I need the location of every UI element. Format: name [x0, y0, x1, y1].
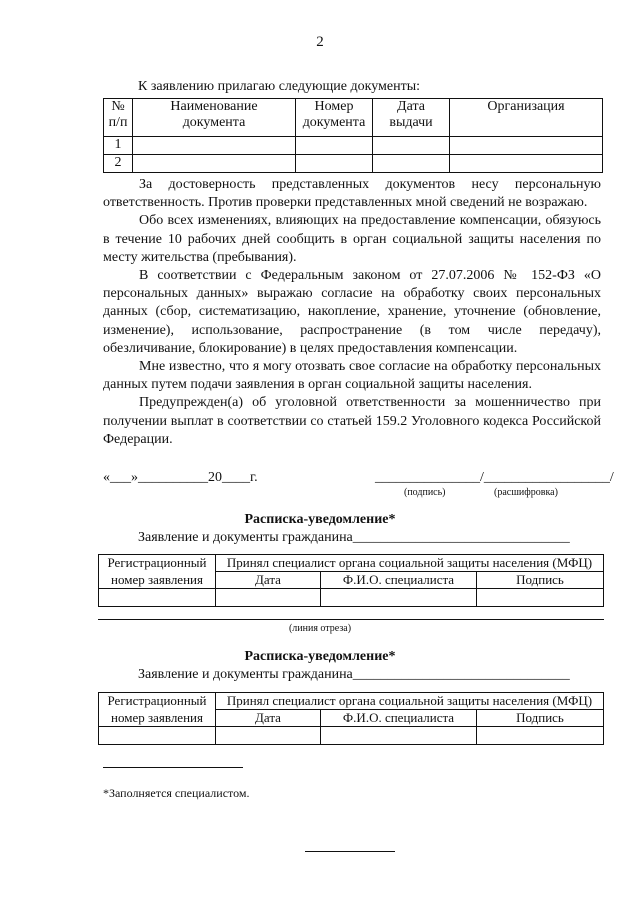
date-header: Дата	[216, 572, 321, 589]
reg-header: Регистрационный	[99, 693, 216, 710]
receipt-title: Расписка-уведомление*	[244, 649, 396, 664]
receipt-subheader-row	[99, 710, 604, 727]
reg-header-2: номер заявления	[99, 710, 216, 727]
receipt-table	[98, 554, 604, 607]
signature-line[interactable]: _______________/__________________/	[375, 470, 614, 485]
citizen-line[interactable]: Заявление и документы гражданина_______________________________	[138, 667, 570, 682]
signature-header: Подпись	[477, 710, 604, 727]
table-row	[99, 727, 604, 745]
table-row	[104, 137, 603, 155]
col-doc-number-header	[296, 99, 373, 137]
paragraph-liability: Предупрежден(а) об уголовной ответственности за мошенничество при получении выплат в соответствии со статьей 159.2 Уголовного кодекса Российской Федерации.	[103, 395, 601, 447]
paragraph-responsibility: За достоверность представленных документов несу персональную ответственность. Против проверки представленных мной сведений не возражаю.	[103, 177, 601, 211]
cut-line	[98, 619, 604, 620]
row-number: 2	[104, 155, 133, 173]
documents-table	[103, 98, 603, 173]
cell-date[interactable]	[216, 727, 321, 745]
cell-fio[interactable]	[321, 727, 477, 745]
page-number: 2	[316, 34, 324, 50]
cell-doc-number[interactable]	[296, 155, 373, 173]
statements-block	[103, 176, 601, 449]
cell-doc-number[interactable]	[296, 137, 373, 155]
fio-header: Ф.И.О. специалиста	[321, 572, 477, 589]
footnote-separator	[103, 767, 243, 768]
cell-reg-number[interactable]	[99, 727, 216, 745]
receipt-header-row	[99, 555, 604, 572]
cell-organization[interactable]	[450, 137, 603, 155]
cut-label: (линия отреза)	[288, 623, 352, 634]
cell-fio[interactable]	[321, 589, 477, 607]
col-issue-date-label: Дата выдачи	[389, 99, 433, 130]
receipt-header-row	[99, 693, 604, 710]
reg-header: Регистрационный	[99, 555, 216, 572]
cell-doc-name[interactable]	[133, 137, 296, 155]
table-row	[104, 155, 603, 173]
receipt-title: Расписка-уведомление*	[244, 512, 396, 527]
signature-header: Подпись	[477, 572, 604, 589]
paragraph-changes: Обо всех изменениях, влияющих на предоставление компенсации, обязуюсь в течение 10 рабочих дней сообщить в орган социальной защиты населения по месту жительства (пребывания).	[103, 213, 601, 265]
cell-signature[interactable]	[477, 589, 604, 607]
date-header: Дата	[216, 710, 321, 727]
cell-issue-date[interactable]	[373, 137, 450, 155]
cell-organization[interactable]	[450, 155, 603, 173]
footnote: *Заполняется специалистом.	[103, 786, 250, 800]
fio-header: Ф.И.О. специалиста	[321, 710, 477, 727]
accepted-header: Принял специалист органа социальной защиты населения (МФЦ)	[216, 555, 604, 572]
paragraph-withdraw: Мне известно, что я могу отозвать свое согласие на обработку персональных данных путем подачи заявления в орган социальной защиты населения.	[103, 359, 601, 393]
receipt-subheader-row	[99, 572, 604, 589]
accepted-header: Принял специалист органа социальной защиты населения (МФЦ)	[216, 693, 604, 710]
cell-issue-date[interactable]	[373, 155, 450, 173]
paragraph-consent: В соответствии с Федеральным законом от 27.07.2006 № 152-ФЗ «О персональных данных» выражаю согласие на обработку своих персональных данных (сбор, систематизацию, накопление, хранение, уточнение (обновление, изменение), использование, распространение (в том числе передачу), обезличивание, блокирование) в целях предоставления компенсации.	[103, 268, 601, 356]
bottom-line	[305, 851, 395, 852]
signature-label: (подпись)	[404, 487, 446, 498]
reg-header-2: номер заявления	[99, 572, 216, 589]
col-organization-label: Организация	[487, 99, 565, 114]
cell-date[interactable]	[216, 589, 321, 607]
cell-doc-name[interactable]	[133, 155, 296, 173]
col-doc-name-label: Наименование документа	[170, 99, 258, 130]
citizen-line[interactable]: Заявление и документы гражданина_______________________________	[138, 530, 570, 545]
col-doc-name-header	[133, 99, 296, 137]
decode-label: (расшифровка)	[494, 487, 558, 498]
table-row	[99, 589, 604, 607]
cell-signature[interactable]	[477, 727, 604, 745]
col-number-label: № п/п	[108, 99, 128, 130]
date-line[interactable]: «___»__________20____г.	[103, 470, 258, 485]
col-doc-number-label: Номер документа	[302, 99, 366, 130]
attachments-intro: К заявлению прилагаю следующие документы:	[138, 79, 421, 94]
table-header-row	[104, 99, 603, 137]
row-number: 1	[104, 137, 133, 155]
cell-reg-number[interactable]	[99, 589, 216, 607]
col-organization-header	[450, 99, 603, 137]
receipt-table	[98, 692, 604, 745]
col-issue-date-header	[373, 99, 450, 137]
col-number-header	[104, 99, 133, 137]
